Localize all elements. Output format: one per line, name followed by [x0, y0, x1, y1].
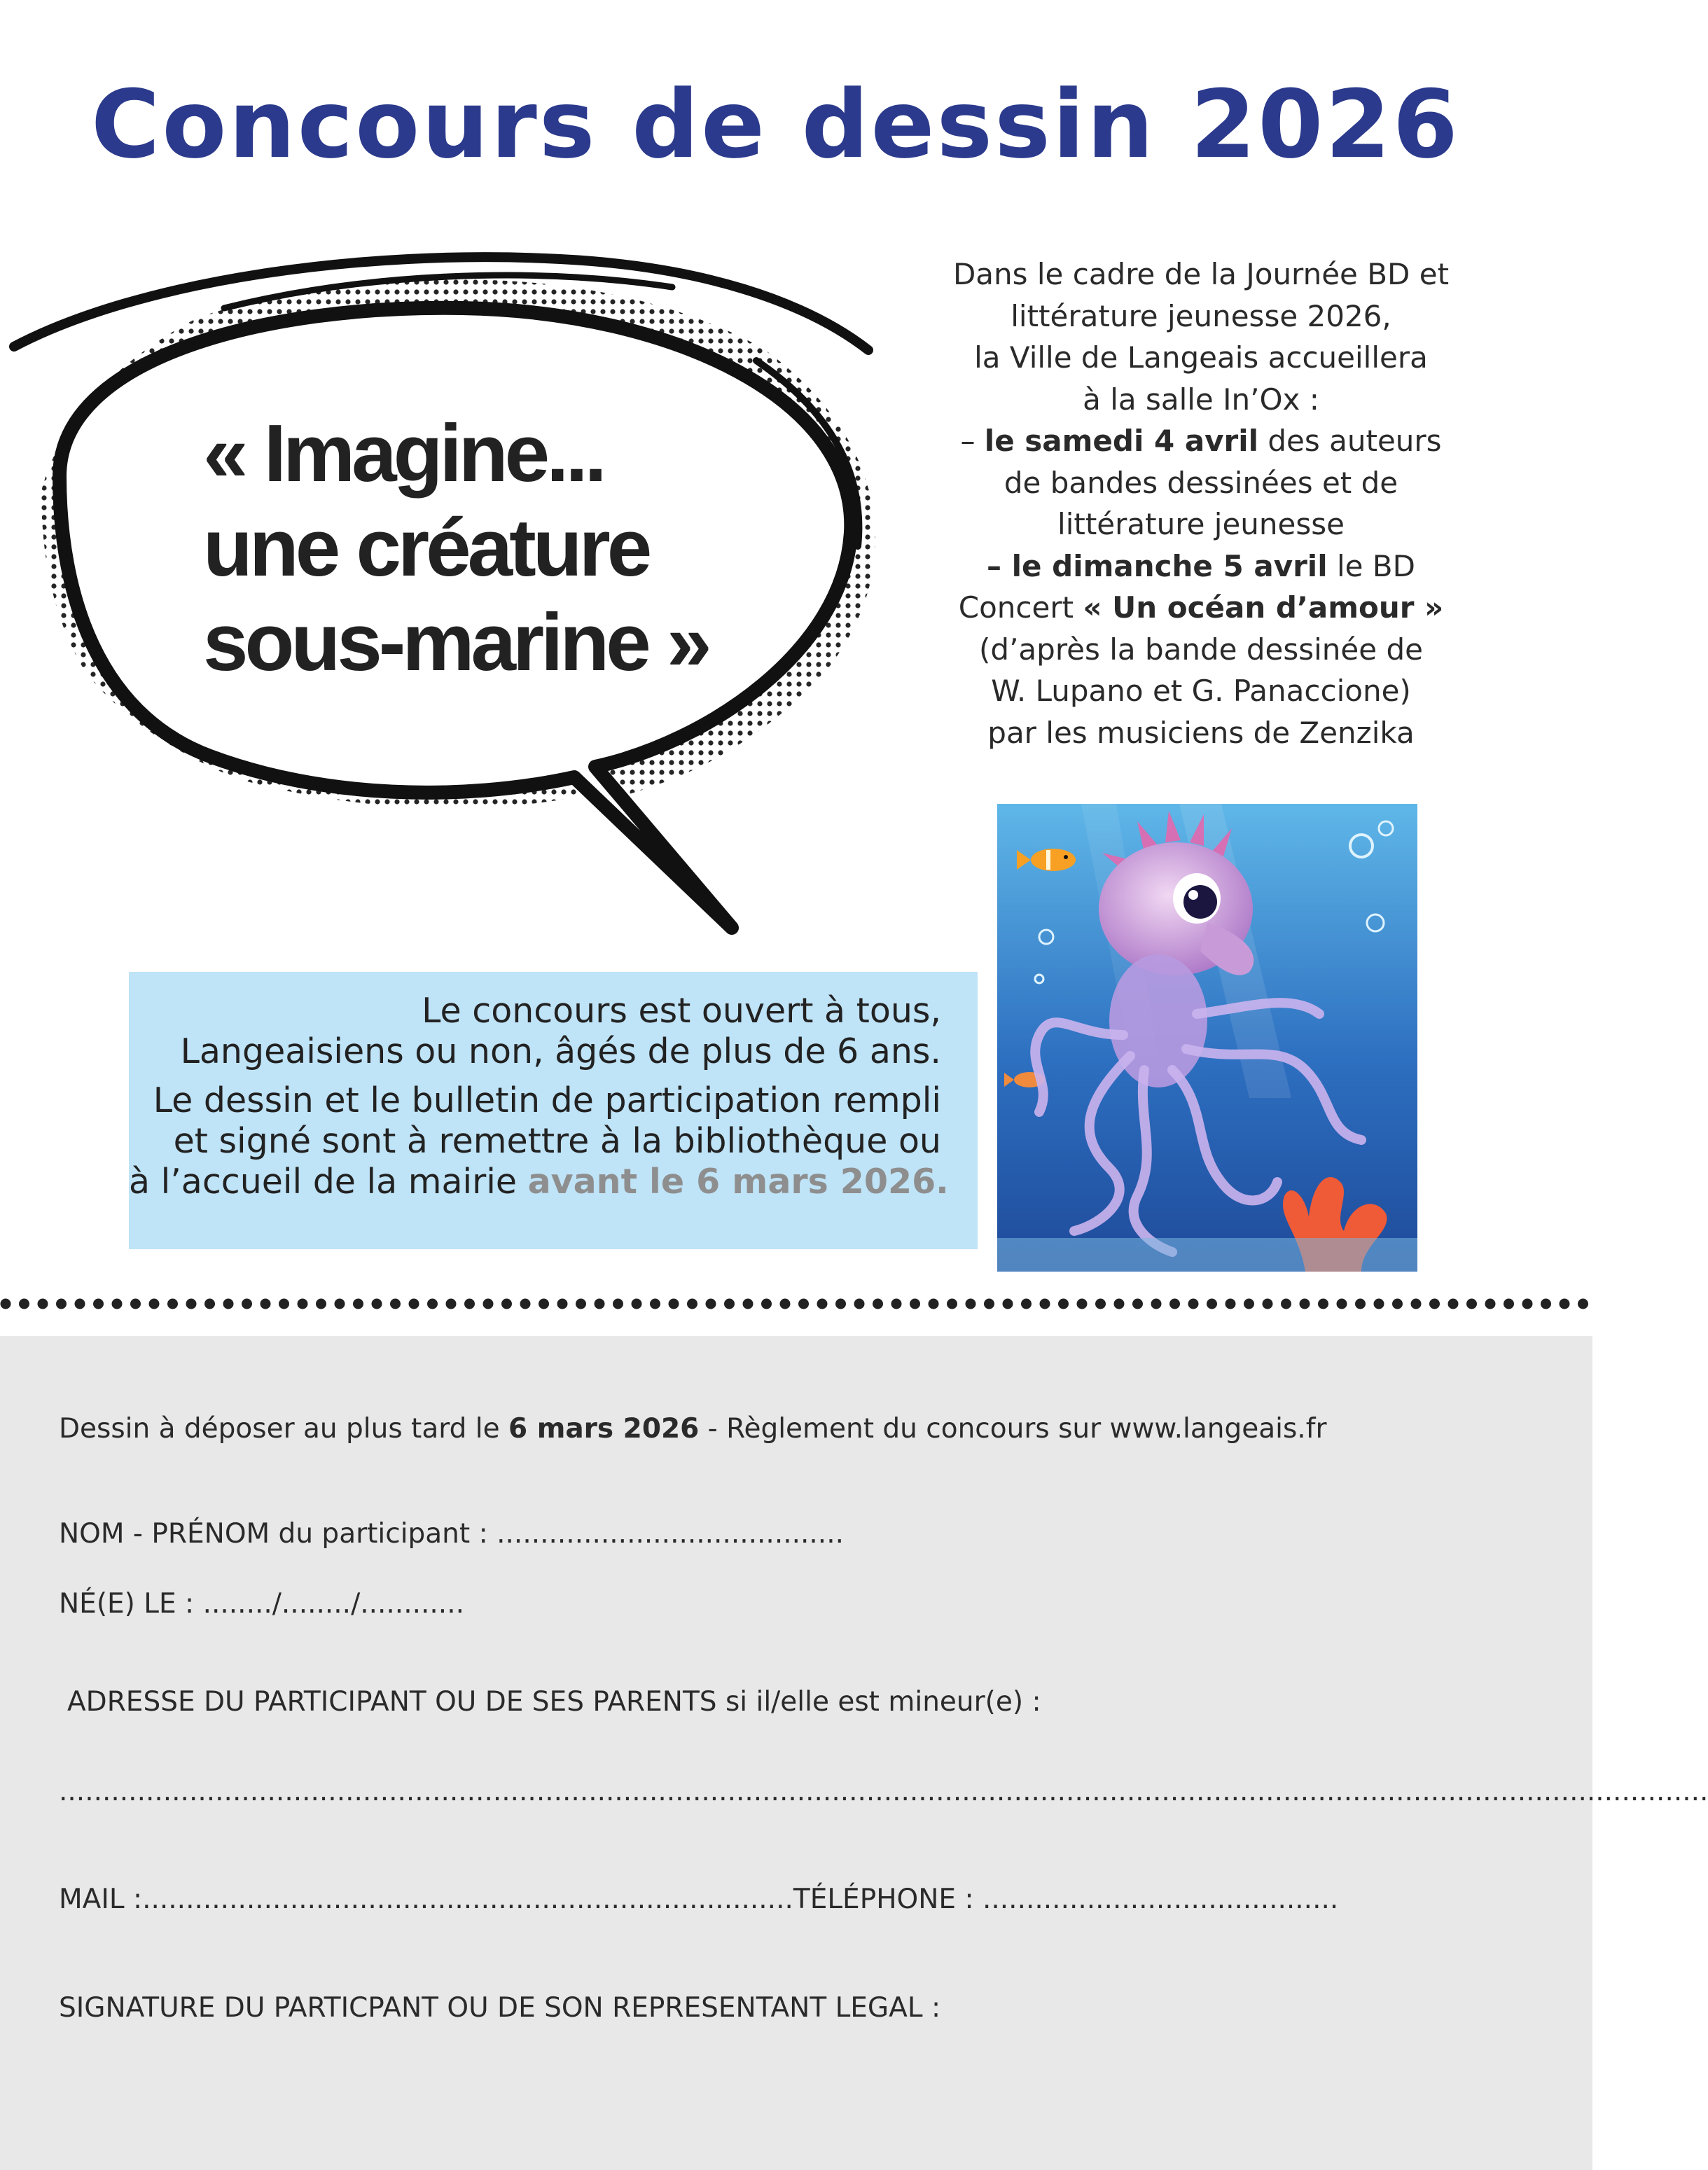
- intro-line: littérature jeunesse: [1057, 507, 1345, 541]
- saturday-date: le samedi 4 avril: [984, 424, 1259, 458]
- info-line: Le dessin et le bulletin de participation rempli: [153, 1080, 941, 1120]
- intro-line: Dans le cadre de la Journée BD et: [952, 257, 1450, 291]
- info-line: et signé sont à remettre à la bibliothèque ou: [173, 1121, 941, 1161]
- bubble-line-3: sous-marine »: [203, 597, 709, 688]
- deposit-date: 6 mars 2026: [508, 1413, 700, 1445]
- saturday-desc: des auteurs: [1258, 424, 1442, 458]
- info-line-pre: à l’accueil de la mairie: [129, 1162, 528, 1202]
- bubble-line-1: « Imagine...: [203, 408, 604, 499]
- intro-line: la Ville de Langeais accueillera: [974, 340, 1428, 375]
- bubble-quote: [203, 406, 749, 690]
- intro-line-sunday: [917, 545, 1485, 587]
- deposit-text: Dessin à déposer au plus tard le: [59, 1413, 508, 1445]
- birthdate-field[interactable]: NÉ(E) LE : ......../......../............: [59, 1588, 464, 1620]
- intro-line: par les musiciens de Zenzika: [987, 715, 1415, 750]
- intro-line: littérature jeunesse 2026,: [1011, 298, 1391, 333]
- address-label: ADRESSE DU PARTICIPANT OU DE SES PARENTS si il/elle est mineur(e) :: [67, 1686, 1041, 1718]
- mail-phone-field[interactable]: MAIL :...........................................................................TÉLÉPHONE : .........................................: [59, 1884, 1339, 1915]
- intro-line: de bandes dessinées et de: [1004, 465, 1398, 500]
- deposit-rules: - Règlement du concours sur www.langeais.fr: [699, 1413, 1327, 1445]
- dotted-cut-line: [0, 1293, 1592, 1314]
- address-field[interactable]: ..............................................................................................................................................................................................: [59, 1776, 1708, 1807]
- event-description: [917, 253, 1485, 753]
- sunday-date: – le dimanche 5 avril: [987, 548, 1328, 583]
- registration-form: [0, 1336, 1708, 2170]
- info-line: Le concours est ouvert à tous,: [422, 991, 941, 1031]
- intro-line-saturday: [917, 420, 1485, 462]
- sea-creature-illustration: [997, 804, 1417, 1272]
- intro-line: à la salle In’Ox :: [1083, 382, 1319, 417]
- concert-title: « Un océan d’amour »: [1083, 590, 1444, 625]
- page-title: Concours de dessin 2026: [91, 70, 1460, 179]
- info-line: Langeaisiens ou non, âgés de plus de 6 ans.: [180, 1031, 941, 1071]
- intro-line-concert: [917, 587, 1485, 629]
- intro-line: W. Lupano et G. Panaccione): [991, 674, 1411, 708]
- sunday-desc: le BD: [1327, 548, 1415, 583]
- form-deposit-info: [59, 1413, 1326, 1445]
- intro-line: (d’après la bande dessinée de: [979, 632, 1423, 667]
- info-line-deadline: [129, 1162, 949, 1202]
- signature-field[interactable]: SIGNATURE DU PARTICPANT OU DE SON REPRESENTANT LEGAL :: [59, 1992, 941, 2024]
- concert-label: Concert: [958, 590, 1083, 625]
- name-field[interactable]: NOM - PRÉNOM du participant : ........................................: [59, 1518, 845, 1550]
- dash: –: [960, 424, 985, 458]
- bubble-line-2: une créature: [203, 502, 649, 593]
- info-text: [129, 991, 949, 1202]
- deadline-text: avant le 6 mars 2026.: [527, 1162, 949, 1202]
